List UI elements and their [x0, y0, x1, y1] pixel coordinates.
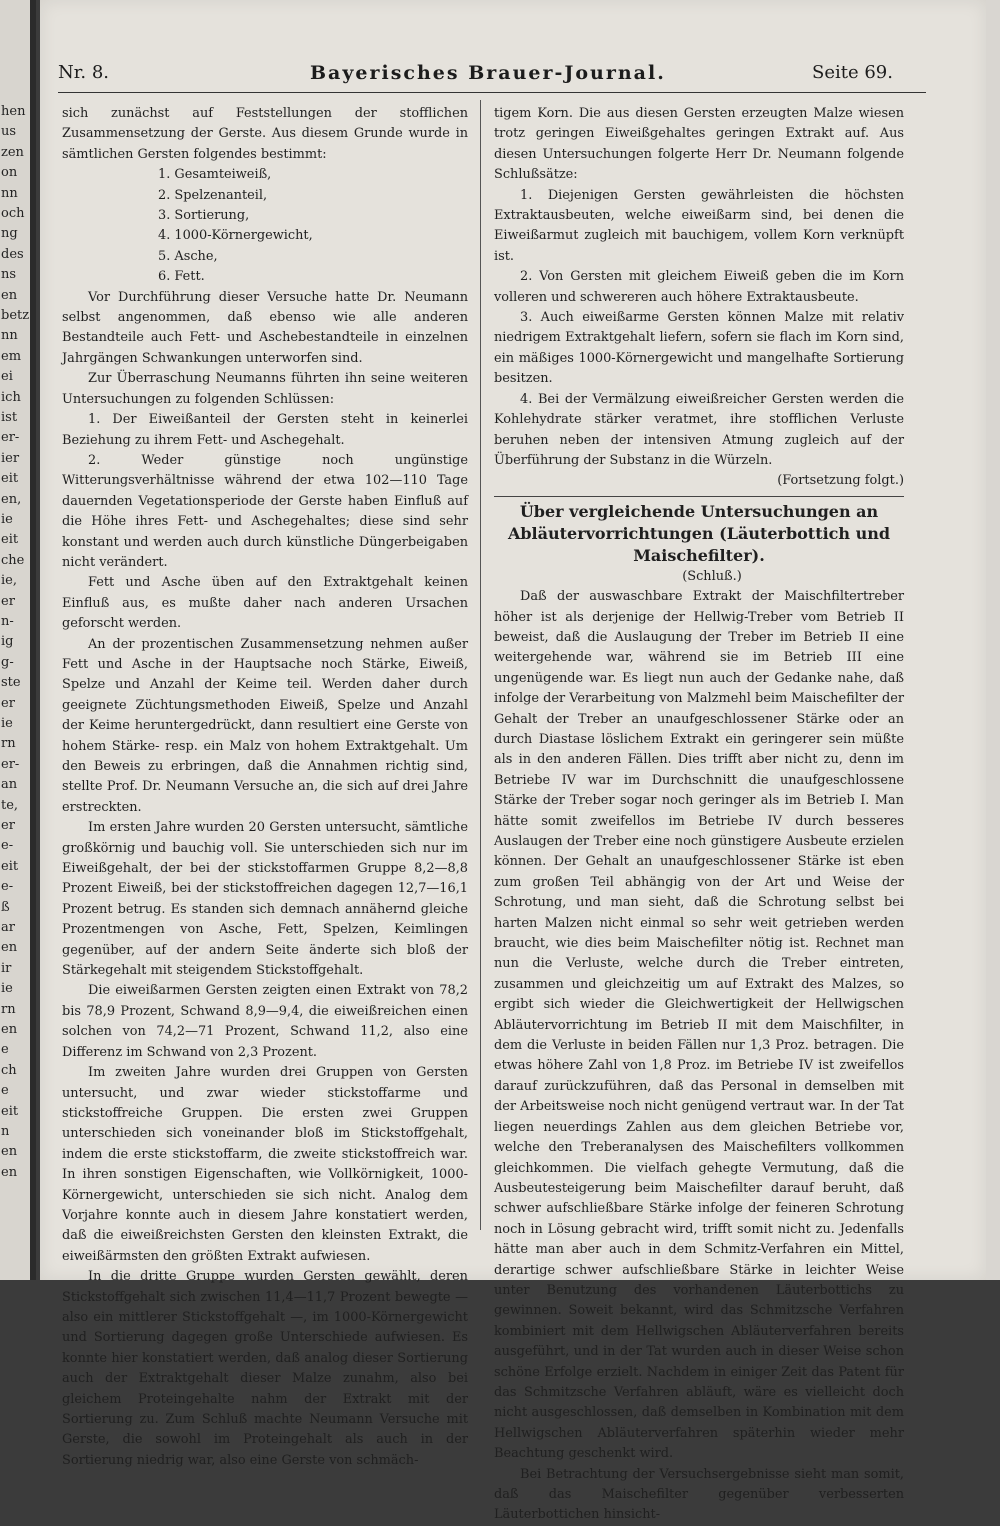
- issue-number: Nr. 8.: [58, 62, 109, 83]
- paragraph: 2. Weder günstige noch ungünstige Witterungsverhältnisse während der etwa 102—110 Tage dauernden Vegetationsperiode der Gerste haben Einfluß auf die Höhe ihres Fett- und Aschegehaltes; diese sind sehr konstant und werden auch durch künstliche Düngerbeigaben nicht verändert.: [62, 452, 468, 570]
- paragraph: sich zunächst auf Feststellungen der stofflichen Zusammensetzung der Gerste. Aus diesem Grunde wurde in sämtlichen Gersten folgendes bestimmt:: [62, 106, 468, 162]
- adjacent-page-fragment: em: [1, 348, 22, 364]
- adjacent-page-fragment: ich: [1, 389, 21, 405]
- adjacent-page-fragment: on: [1, 165, 18, 181]
- binding-edge: [30, 0, 36, 1280]
- adjacent-page-fragment: che: [1, 552, 25, 568]
- adjacent-page-fragment: eit: [1, 1103, 19, 1119]
- adjacent-page-fragment: rn: [1, 736, 16, 752]
- journal-page: [40, 0, 986, 1523]
- paragraph: Im zweiten Jahre wurden drei Gruppen von Gersten untersucht, und zwar wieder stickstoffarme und stickstoffreiche Gruppen. Die ersten zwei Gruppen unterschieden sich voneinander bloß im Stickstoffgehalt, indem die erste stickstoffarm, die zweite stickstoffreich war. In ihren sonstigen Eigenschaften, wie Vollkörnigkeit, 1000-Körnergewicht, unterschieden sie sich nicht. Analog dem Vorjahre konnte auch in diesem Jahre konstatiert werden, daß die eiweißreichsten Gersten den kleinsten Extrakt, die eiweißärmsten den größten Extrakt aufwiesen.: [62, 1065, 468, 1264]
- adjacent-page-fragment: ie: [1, 512, 13, 527]
- page-right-margin: [986, 0, 1000, 1280]
- adjacent-page-fragment: en: [1, 1022, 18, 1037]
- list-item: 4. 1000-Körnergewicht,: [158, 228, 313, 244]
- adjacent-page-fragment: e: [1, 1083, 9, 1099]
- adjacent-page-fragment: zen: [1, 144, 24, 160]
- paragraph: 2. Von Gersten mit gleichem Eiweiß geben die im Korn volleren und schwereren auch höhere Extraktausbeute.: [494, 269, 904, 305]
- adjacent-page-fragment: n-: [1, 614, 14, 629]
- adjacent-page-fragment: ier: [1, 450, 20, 466]
- paragraph: Zur Überraschung Neumanns führten ihn seine weiteren Untersuchungen zu folgenden Schlüssen:: [62, 371, 468, 407]
- adjacent-page-fragment: ß: [1, 899, 10, 915]
- adjacent-page-fragment: en: [1, 1144, 18, 1160]
- paragraph: Bei Betrachtung der Versuchsergebnisse sieht man somit, daß das Maischefilter gegenüber verbesserten Läuterbottichen hinsicht-: [494, 1466, 904, 1523]
- article-title: Über vergleichende Untersuchungen an Abläutervorrichtungen (Läuterbottich und Maischefilter).: [507, 501, 891, 565]
- adjacent-page-fragment: eit: [1, 858, 19, 874]
- adjacent-page-fragment: er: [1, 818, 15, 833]
- adjacent-page-fragment: hen: [1, 104, 26, 119]
- adjacent-page-fragment: ste: [1, 675, 21, 691]
- adjacent-page-fragment: ch: [1, 1062, 17, 1078]
- list-item: 6. Fett.: [158, 269, 205, 285]
- paragraph: tigem Korn. Die aus diesen Gersten erzeugten Malze wiesen trotz geringen Eiweißgehaltes geringen Extrakt auf. Aus diesen Untersuchungen folgerte Herr Dr. Neumann folgende Schlußsätze:: [494, 106, 904, 183]
- adjacent-page-fragment: nn: [1, 328, 18, 344]
- paragraph: An der prozentischen Zusammensetzung nehmen außer Fett und Asche in der Hauptsache noch Stärke, Eiweiß, Spelze und Anzahl der Keime teil. Werden daher durch geeignete Züchtungsmethoden Eiweiß, Spelze und Anzahl der Keime heruntergedrückt, dann resultiert eine Gerste von hohem Stärke- resp. ein Malz von hohem Extraktgehalt. Um den Beweis zu erbringen, daß die Annahmen richtig sind, stellte Prof. Dr. Neumann Versuche an, die sich auf drei Jahre erstreckten.: [62, 636, 468, 815]
- adjacent-page-fragment: er: [1, 593, 15, 609]
- adjacent-page-fragment: en: [1, 287, 18, 303]
- column-right: [494, 104, 904, 1526]
- paragraph: Fett und Asche üben auf den Extraktgehalt keinen Einfluß aus, es mußte daher nach anderen Ursachen geforscht werden.: [62, 575, 468, 632]
- adjacent-page-fragment: en: [1, 940, 18, 956]
- adjacent-page-strip: [0, 0, 36, 1280]
- journal-title: Bayerisches Brauer-Journal.: [310, 62, 666, 84]
- paragraph: Vor Durchführung dieser Versuche hatte Dr. Neumann selbst angenommen, daß ebenso wie alle anderen Bestandteile auch Fett- und Aschebestandteile in einzelnen Jahrgängen Schwankungen unterworfen sind.: [62, 289, 468, 366]
- paragraph: In die dritte Gruppe wurden Gersten gewählt, deren Stickstoffgehalt sich zwischen 11,4—11,7 Prozent bewegte — also ein mittlerer Stickstoffgehalt —, im 1000-Körnergewicht und Sortierung dagegen große Unterschiede aufwiesen. Es konnte hier konstatiert werden, daß analog dieser Sortierung auch der Extraktgehalt dieser Malze zunahm, also bei gleichem Proteingehalte nahm der Extrakt mit der Sortierung zu. Zum Schluß machte Neumann Versuche mit Gerste, die sowohl im Proteingehalt als auch in der Sortierung niedrig war, also eine Gerste von schmäch-: [62, 1269, 468, 1468]
- paragraph: Im ersten Jahre wurden 20 Gersten untersucht, sämtliche großkörnig und bauchig voll. Sie unterschieden sich nur im Eiweißgehalt, der bei der stickstoffarmen Gruppe 8,2—8,8 Prozent Eiweiß, bei der stickstoffreichen dagegen 12,7—16,1 Prozent betrug. Es standen sich demnach annähernd gleiche Prozentmengen von Asche, Fett, Spelzen, Keimlingen gegenüber, auf der andern Seite änderte sich bloß der Stärkegehalt mit steigendem Stickstoffgehalt.: [62, 820, 468, 979]
- adjacent-page-fragment: ie: [1, 716, 13, 731]
- adjacent-page-fragment: us: [1, 124, 17, 140]
- adjacent-page-fragment: ar: [1, 920, 15, 935]
- paragraph: 3. Auch eiweißarme Gersten können Malze mit relativ niedrigem Extraktgehalt liefern, sofern sie flach im Korn sind, ein mäßiges 1000-Körnergewicht und mangelhafte Sortierung besitzen.: [494, 310, 904, 387]
- adjacent-page-fragment: e-: [1, 838, 14, 854]
- adjacent-page-fragment: nn: [1, 185, 18, 201]
- page-number: Seite 69.: [812, 62, 893, 83]
- adjacent-page-fragment: e-: [1, 879, 14, 895]
- adjacent-page-fragment: eit: [1, 532, 19, 548]
- paragraph: Daß der auswaschbare Extrakt der Maischfiltertreber höher ist als derjenige der Hellwig-Treber vom Betrieb II beweist, daß die Auslaugung der Treber im Betrieb II eine weitergehende war, während sie im Betrieb III eine ungenügende war. Es liegt nun auch der Gedanke nahe, daß infolge der Verarbeitung von Malzmehl beim Maischefilter der Gehalt der Treber an unaufgeschlossener Stärke oder an durch Diastase löslichem Extrakt ein geringerer sein müßte als in den anderen Fällen. Dies trifft aber nicht zu, denn im Betriebe IV war im Durchschnitt die unaufgeschlossene Stärke der Treber sogar noch geringer als im Betrieb I. Man hätte somit zweifellos im Betriebe IV durch besseres Auslaugen der Treber eine noch günstigere Ausbeute erzielen können. Der Gehalt an unaufgeschlossener Stärke ist eben zum großen Teil abhängig von der Art und Weise der Schrotung, und man sieht, daß die Schrotung selbst bei harten Malzen nicht einmal so sehr weit getrieben werden braucht, wie dies beim Maischefilter nötig ist. Rechnet man nun die Verluste, welche durch die Treber eintreten, zusammen und gleichzeitig um auf Extrakt des Malzes, so ergibt sich wieder die Gleichwertigkeit der Hellwigschen Abläutervorrichtung im Betrieb II mit dem Maischfilter, in dem die Verluste in beiden Fällen nur 1,3 Proz. betragen. Die etwas höhere Zahl von 1,8 Proz. im Betriebe IV ist zweifellos darauf zurückzuführen, daß das Personal in demselben mit der Arbeitsweise noch nicht genügend vertraut war. In der Tat liegen neuerdings Zahlen aus dem gleichen Betriebe vor, welche den Treberanalysen des Maischefilters vollkommen gleichkommen. Die vielfach gehegte Vermutung, daß die Ausbeutesteigerung beim Maischefilter darauf beruht, daß schwer aufschließbare Stärke infolge der feineren Schrotung noch in Lösung gebracht wird, trifft somit nicht zu. Jedenfalls hätte man aber auch in dem Schmitz-Verfahren ein Mittel, derartige schwer aufschließbare Stärke in leichter Weise unter Benutzung des vorhandenen Läuterbottichs zu gewinnen. Soweit bekannt, wird das Schmitzsche Verfahren kombiniert mit dem Hellwigschen Abläuterverfahren bereits ausgeführt, und in der Tat wurden auch in dieser Weise schon schöne Erfolge erzielt. Nachdem in einiger Zeit das Patent für das Schmitzsche Verfahren abläuft, wäre es vielleicht doch nicht ausgeschlossen, daß demselben in Kombination mit dem Hellwigschen Abläuterverfahren späterhin wieder mehr Beachtung geschenkt wird.: [494, 589, 904, 1462]
- adjacent-page-fragment: betz: [1, 308, 30, 323]
- list-item: 3. Sortierung,: [158, 208, 250, 224]
- adjacent-page-fragment: er-: [1, 756, 20, 772]
- paragraph: Die eiweißarmen Gersten zeigten einen Extrakt von 78,2 bis 78,9 Prozent, Schwand 8,9—9,4, die eiweißreichen einen solchen von 74,2—71 Prozent, Schwand 11,2, also eine Differenz im Schwand von 2,3 Prozent.: [62, 983, 468, 1060]
- paragraph: 1. Diejenigen Gersten gewährleisten die höchsten Extraktausbeuten, welche eiweißarm sind, bei denen die Eiweißarmut zugleich mit bauchigem, vollem Korn verknüpft ist.: [494, 187, 904, 264]
- list-item: 1. Gesamteiweiß,: [158, 167, 272, 183]
- column-divider: [480, 100, 481, 1230]
- adjacent-page-fragment: te,: [1, 797, 19, 813]
- adjacent-page-fragment: e: [1, 1042, 9, 1058]
- adjacent-page-fragment: er-: [1, 430, 20, 446]
- adjacent-page-fragment: och: [1, 206, 25, 221]
- adjacent-page-fragment: ns: [1, 267, 17, 283]
- adjacent-page-fragment: ig: [1, 634, 14, 650]
- adjacent-page-fragment: ng: [1, 226, 18, 242]
- adjacent-page-fragment: an: [1, 777, 18, 793]
- adjacent-page-fragment: g-: [1, 654, 14, 670]
- section-rule: [494, 496, 904, 497]
- adjacent-page-fragment: ie: [1, 981, 13, 997]
- header-rule: [58, 92, 926, 93]
- paragraph: 4. Bei der Vermälzung eiweißreicher Gersten werden die Kohlehydrate stärker veratmet, ihre stofflichen Verluste beruhen neben der intensiven Atmung zugleich auf der Überführung der Substanz in die Würzeln.: [494, 391, 904, 468]
- adjacent-page-fragment: en: [1, 1164, 18, 1180]
- adjacent-page-fragment: er: [1, 695, 15, 711]
- adjacent-page-fragment: ir: [1, 960, 12, 976]
- list-item: 5. Asche,: [158, 248, 218, 264]
- paragraph: 1. Der Eiweißanteil der Gersten steht in keinerlei Beziehung zu ihrem Fett- und Aschegehalt.: [62, 412, 468, 448]
- adjacent-page-fragment: n: [1, 1124, 10, 1139]
- adjacent-page-fragment: des: [1, 246, 24, 262]
- adjacent-page-fragment: ist: [1, 410, 18, 425]
- adjacent-page-fragment: eit: [1, 471, 19, 487]
- column-left: [62, 104, 468, 1471]
- adjacent-page-fragment: ei: [1, 369, 13, 385]
- adjacent-page-fragment: en,: [1, 491, 22, 507]
- adjacent-page-fragment: rn: [1, 1001, 16, 1017]
- adjacent-page-fragment: ie,: [1, 573, 17, 589]
- continuation-note: (Fortsetzung folgt.): [777, 473, 904, 489]
- article-subtitle: (Schluß.): [682, 568, 742, 584]
- list-item: 2. Spelzenanteil,: [158, 187, 268, 203]
